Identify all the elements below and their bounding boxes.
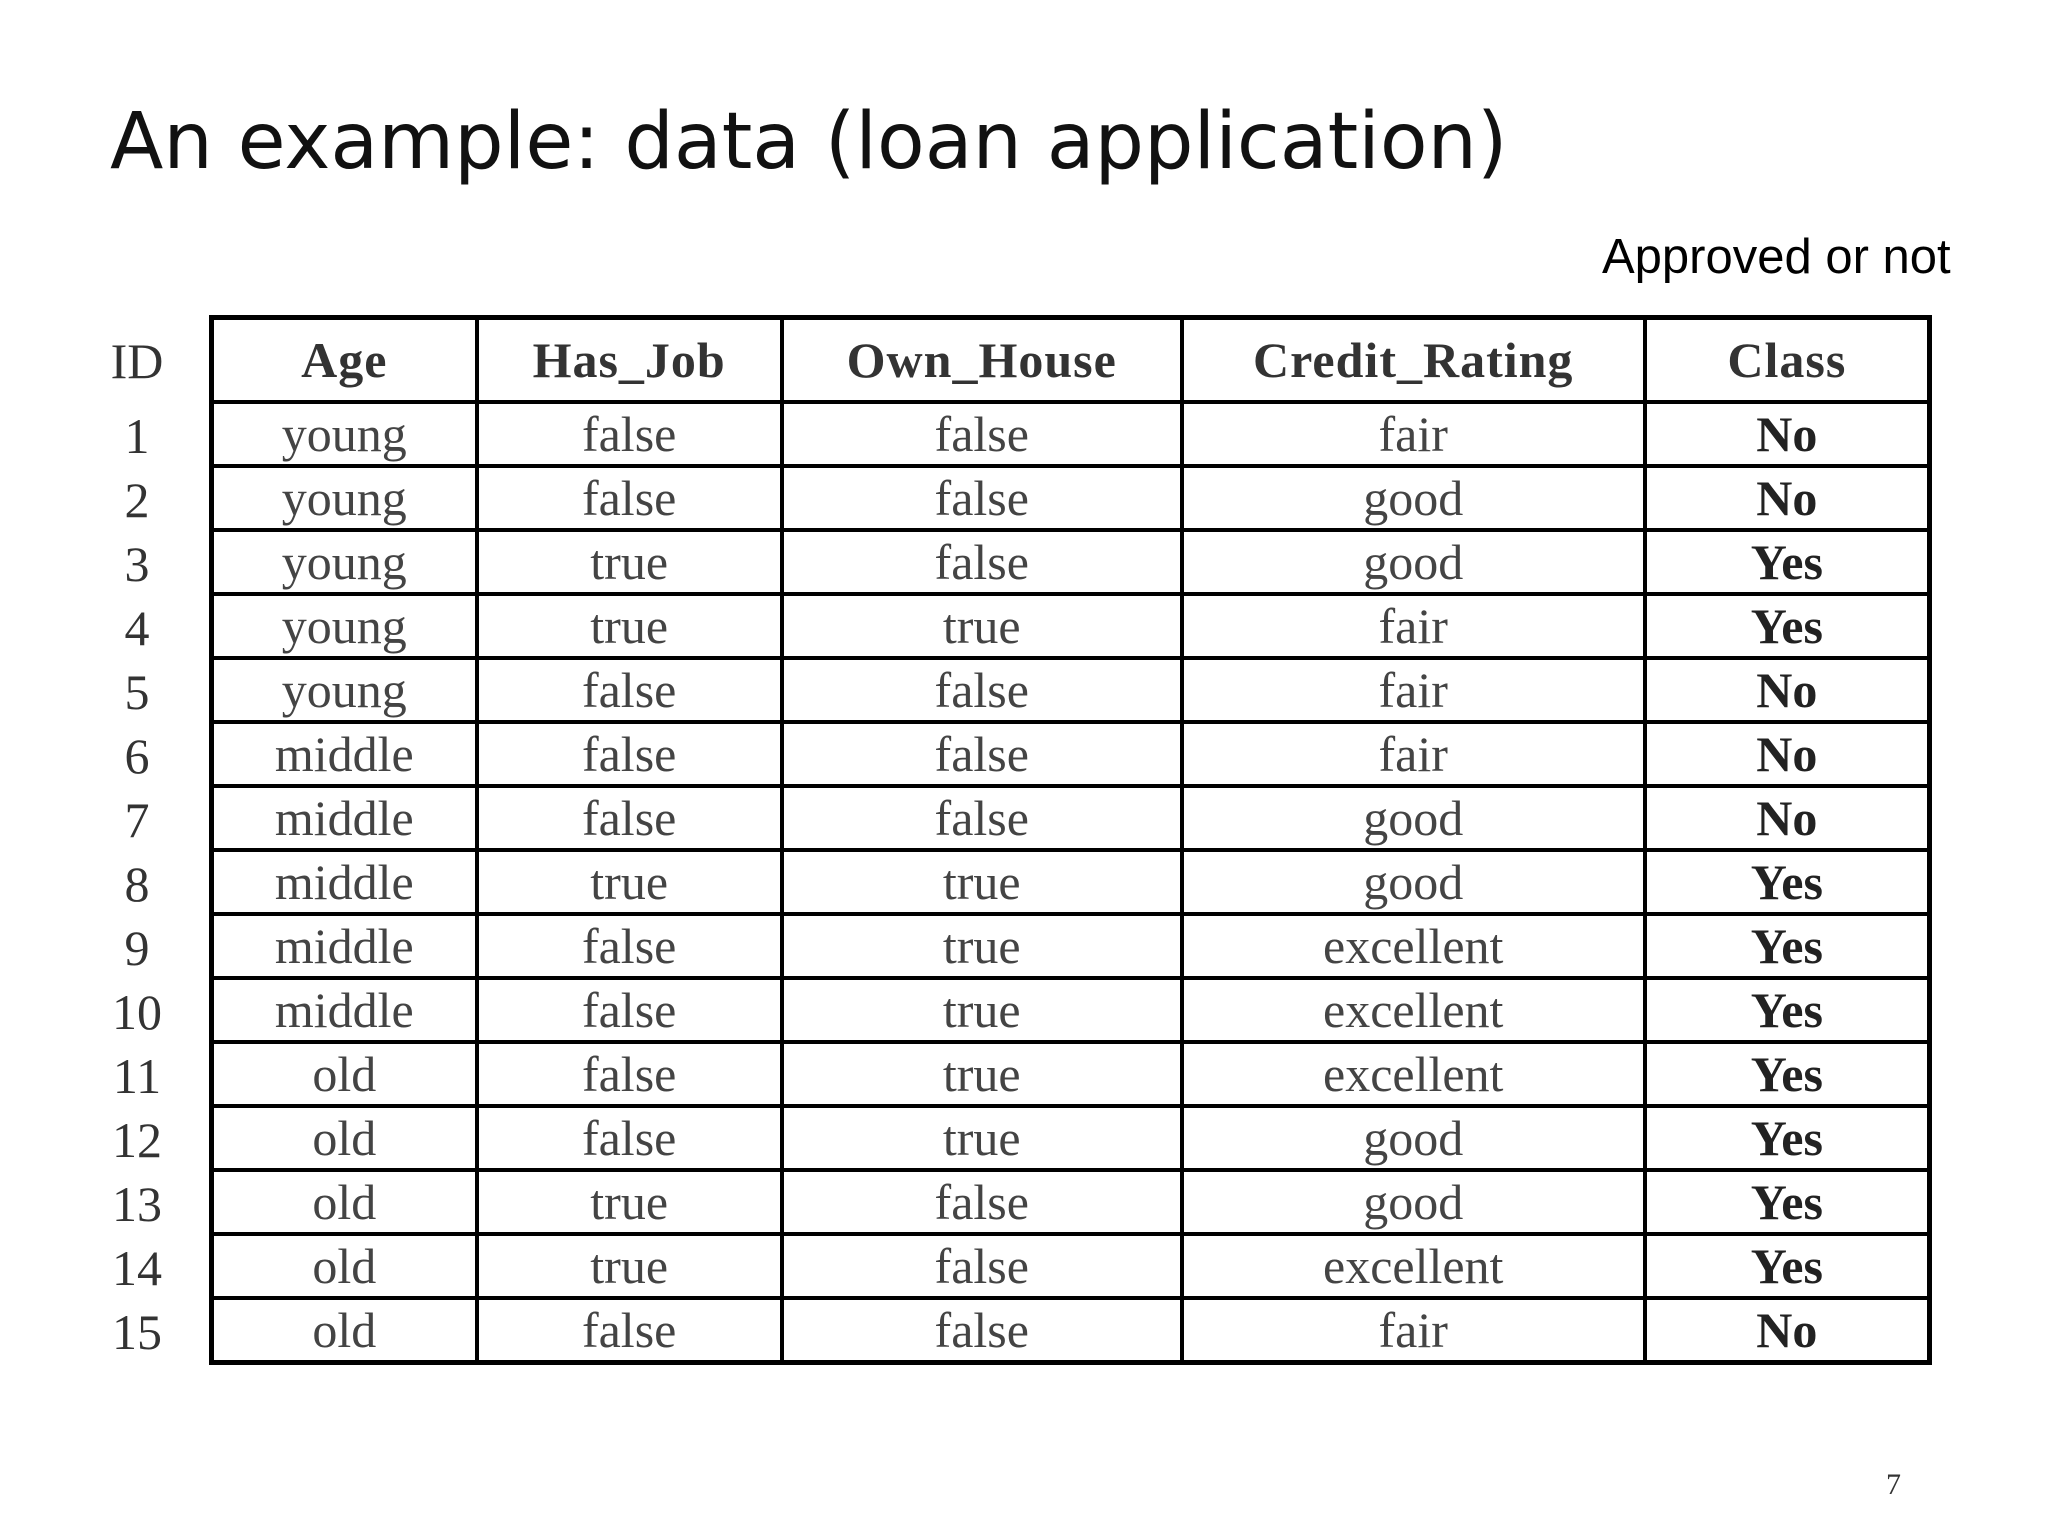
cell-class: Yes <box>1645 1106 1930 1170</box>
cell-own-house: false <box>782 530 1182 594</box>
cell-own-house: true <box>782 850 1182 914</box>
row-id: 11 <box>112 1048 162 1104</box>
cell-own-house: true <box>782 1042 1182 1106</box>
header-has-job: Has_Job <box>477 318 782 403</box>
cell-age: old <box>212 1042 477 1106</box>
cell-has-job: true <box>477 594 782 658</box>
cell-class: Yes <box>1645 1042 1930 1106</box>
cell-credit-rating: fair <box>1182 658 1645 722</box>
table-row <box>212 1234 1930 1298</box>
cell-class: Yes <box>1645 594 1930 658</box>
cell-own-house: false <box>782 786 1182 850</box>
cell-credit-rating: good <box>1182 466 1645 530</box>
row-id: 3 <box>124 536 150 592</box>
cell-credit-rating: good <box>1182 1170 1645 1234</box>
slide-title: An example: data (loan application) <box>110 97 1508 187</box>
cell-has-job: false <box>477 466 782 530</box>
cell-age: middle <box>212 786 477 850</box>
header-credit-rating: Credit_Rating <box>1182 318 1645 403</box>
cell-own-house: false <box>782 722 1182 786</box>
row-id: 13 <box>112 1176 162 1232</box>
cell-own-house: false <box>782 658 1182 722</box>
table-header-row <box>212 318 1930 403</box>
cell-credit-rating: excellent <box>1182 914 1645 978</box>
cell-credit-rating: fair <box>1182 722 1645 786</box>
cell-has-job: true <box>477 850 782 914</box>
cell-has-job: false <box>477 1106 782 1170</box>
row-id: 7 <box>124 792 150 848</box>
cell-has-job: false <box>477 722 782 786</box>
row-id: 14 <box>112 1240 162 1296</box>
cell-has-job: false <box>477 1042 782 1106</box>
row-id: 5 <box>124 664 150 720</box>
cell-own-house: false <box>782 1170 1182 1234</box>
cell-class: No <box>1645 402 1930 466</box>
table-row <box>212 1170 1930 1234</box>
row-id: 10 <box>112 984 162 1040</box>
cell-age: old <box>212 1106 477 1170</box>
cell-credit-rating: good <box>1182 530 1645 594</box>
cell-credit-rating: fair <box>1182 1298 1645 1363</box>
cell-has-job: false <box>477 786 782 850</box>
cell-class: No <box>1645 658 1930 722</box>
cell-own-house: false <box>782 402 1182 466</box>
table-row <box>212 850 1930 914</box>
row-id: 8 <box>124 856 150 912</box>
table-row <box>212 1298 1930 1363</box>
cell-age: old <box>212 1298 477 1363</box>
cell-class: Yes <box>1645 914 1930 978</box>
cell-age: young <box>212 530 477 594</box>
cell-credit-rating: excellent <box>1182 1234 1645 1298</box>
cell-age: middle <box>212 850 477 914</box>
table-row <box>212 658 1930 722</box>
id-column <box>82 318 192 1364</box>
cell-has-job: false <box>477 1298 782 1363</box>
table-row <box>212 722 1930 786</box>
class-annotation: Approved or not <box>1602 230 1951 284</box>
cell-own-house: true <box>782 1106 1182 1170</box>
header-own-house: Own_House <box>782 318 1182 403</box>
table-row <box>212 466 1930 530</box>
cell-age: old <box>212 1234 477 1298</box>
cell-has-job: false <box>477 658 782 722</box>
row-id: 12 <box>112 1112 162 1168</box>
cell-class: No <box>1645 786 1930 850</box>
page-number: 7 <box>1886 1468 1901 1501</box>
row-id: 15 <box>112 1304 162 1360</box>
row-id: 1 <box>124 408 150 464</box>
cell-own-house: false <box>782 466 1182 530</box>
cell-class: No <box>1645 1298 1930 1363</box>
table-row <box>212 978 1930 1042</box>
cell-age: young <box>212 466 477 530</box>
cell-age: middle <box>212 914 477 978</box>
cell-has-job: false <box>477 402 782 466</box>
cell-age: old <box>212 1170 477 1234</box>
table-row <box>212 530 1930 594</box>
table-row <box>212 402 1930 466</box>
cell-class: No <box>1645 466 1930 530</box>
table-row <box>212 1042 1930 1106</box>
row-id: 2 <box>124 472 150 528</box>
cell-has-job: true <box>477 1234 782 1298</box>
cell-own-house: false <box>782 1234 1182 1298</box>
cell-age: young <box>212 658 477 722</box>
cell-class: No <box>1645 722 1930 786</box>
cell-credit-rating: excellent <box>1182 978 1645 1042</box>
cell-class: Yes <box>1645 850 1930 914</box>
cell-own-house: false <box>782 1298 1182 1363</box>
loan-data-table <box>209 315 1932 1365</box>
cell-has-job: false <box>477 914 782 978</box>
cell-age: middle <box>212 722 477 786</box>
cell-own-house: true <box>782 914 1182 978</box>
cell-has-job: true <box>477 1170 782 1234</box>
cell-class: Yes <box>1645 530 1930 594</box>
cell-credit-rating: good <box>1182 850 1645 914</box>
row-id: 9 <box>124 920 150 976</box>
cell-credit-rating: fair <box>1182 594 1645 658</box>
cell-class: Yes <box>1645 978 1930 1042</box>
cell-credit-rating: excellent <box>1182 1042 1645 1106</box>
cell-age: young <box>212 402 477 466</box>
cell-own-house: true <box>782 978 1182 1042</box>
table-row <box>212 914 1930 978</box>
cell-class: Yes <box>1645 1170 1930 1234</box>
row-id: 6 <box>124 728 150 784</box>
cell-class: Yes <box>1645 1234 1930 1298</box>
cell-credit-rating: fair <box>1182 402 1645 466</box>
header-class: Class <box>1645 318 1930 403</box>
cell-credit-rating: good <box>1182 786 1645 850</box>
table-row <box>212 1106 1930 1170</box>
id-column-header: ID <box>110 333 164 389</box>
cell-age: young <box>212 594 477 658</box>
cell-has-job: false <box>477 978 782 1042</box>
cell-age: middle <box>212 978 477 1042</box>
cell-has-job: true <box>477 530 782 594</box>
cell-credit-rating: good <box>1182 1106 1645 1170</box>
cell-own-house: true <box>782 594 1182 658</box>
header-age: Age <box>212 318 477 403</box>
table-row <box>212 594 1930 658</box>
row-id: 4 <box>124 600 150 656</box>
table-row <box>212 786 1930 850</box>
